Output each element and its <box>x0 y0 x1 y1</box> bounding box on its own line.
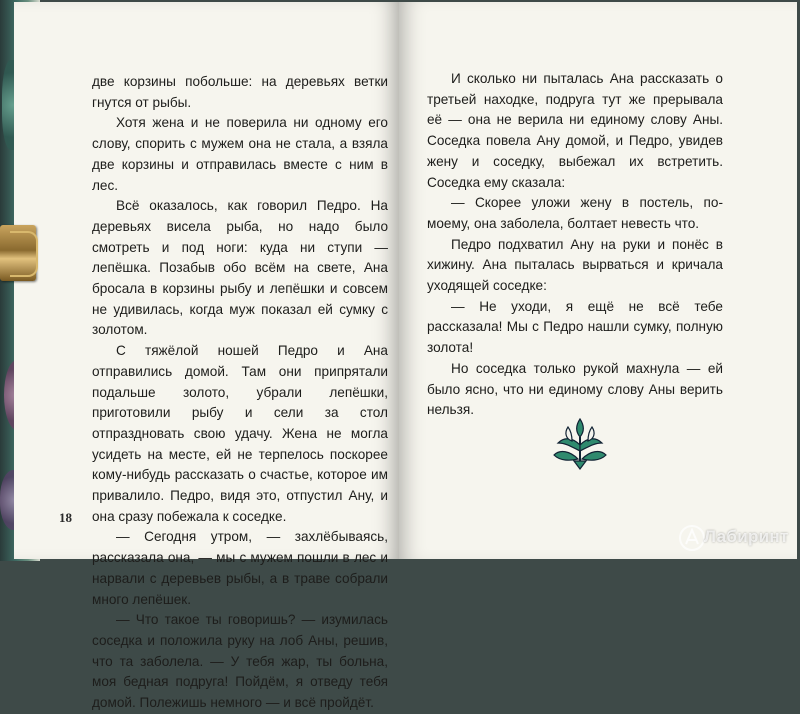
left-page-text <box>92 72 388 714</box>
paragraph: С тяжёлой ношей Педро и Ана отправились домой. Там они припрятали подальше золото, убрали лепёшки, приготовили рыбу и сели за стол отпраздновать свою удачу. Жена не могла усидеть на месте, ей не терпелось поскорее кому-нибудь рассказать о счастье, которое им привалило. Педро, видя это, отпустил Ану, и она сразу побежала к соседке. <box>92 343 388 524</box>
paragraph: Хотя жена и не поверила ни одному его слову, спорить с мужем она не стала, а взяла две корзины и отправилась вместе с ним в лес. <box>92 115 388 193</box>
paragraph: две корзины побольше: на деревьях ветки гнутся от рыбы. <box>92 74 388 110</box>
binder-clip-wire <box>10 231 38 277</box>
paragraph: Но соседка только рукой махнула — ей было ясно, что ни единому слову Аны верить нельзя. <box>427 360 723 418</box>
paragraph: Всё оказалось, как говорил Педро. На деревьях висела рыба, но надо было смотреть и под ноги: куда ни ступи — лепёшка. Позабыв обо всём на свете, Ана бросала в корзины рыбу и лепёшки и совсем не удивилась, когда муж показал ей сумку с золотом. <box>92 198 388 338</box>
right-page-text <box>427 69 723 421</box>
paragraph: — Скорее уложи жену в постель, по-моему, она заболела, болтает невесть что. <box>427 195 723 231</box>
watermark-text: Лабиринт <box>704 527 789 546</box>
paragraph: — Что такое ты говоришь? — изумилась соседка и положила руку на лоб Аны, решив, что та заболела. — У тебя жар, ты больна, моя бедная подруга! Пойдём, я отведу тебя домой. Полежишь немного — и всё пройдёт. <box>92 612 388 711</box>
tulip-ornament-icon <box>548 415 612 471</box>
paragraph: И сколько ни пыталась Ана рассказать о третьей находке, подруга тут же прерывала её — она не верила ни единому слову Аны. Соседка повела Ану домой, и Педро, увидев жену и соседку, выбежал их встретить. Соседка ему сказала: <box>427 71 723 190</box>
page-number: 18 <box>59 510 72 525</box>
paragraph: — Не уходи, я ещё не всё тебе рассказала! Мы с Педро нашли сумку, полную золота! <box>427 298 723 356</box>
paragraph: — Сегодня утром, — захлёбываясь, рассказала она, — мы с мужем пошли в лес и нарвали с деревьев рыбы, а в траве собрали много лепёшек. <box>92 529 388 607</box>
paragraph: Педро подхватил Ану на руки и понёс в хижину. Ана пыталась вырваться и кричала уходящей соседке: <box>427 236 723 294</box>
